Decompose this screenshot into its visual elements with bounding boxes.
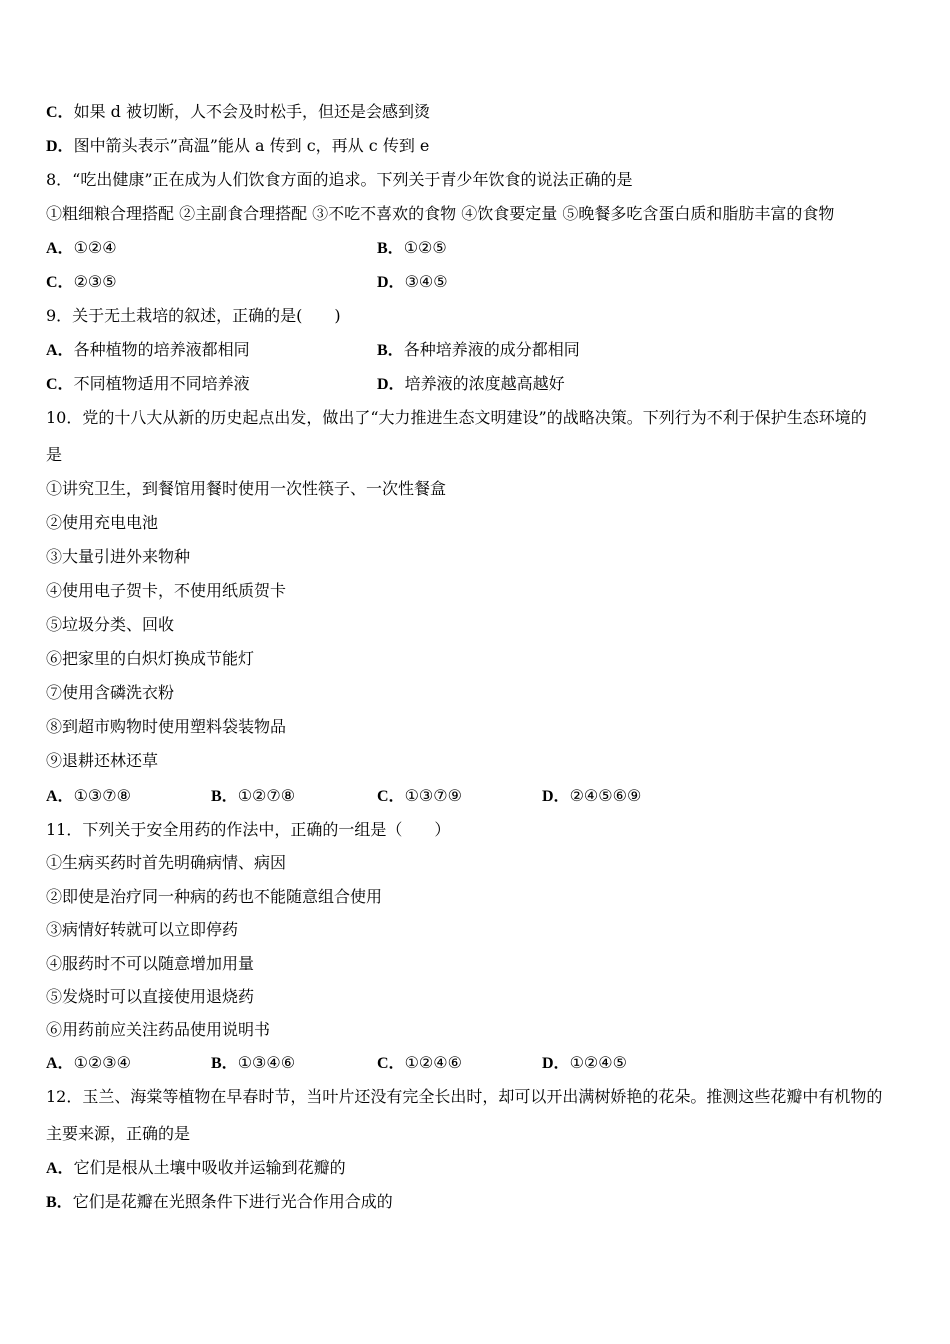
q10-option-c	[377, 786, 462, 807]
option-text: ①②③④	[73, 1053, 131, 1072]
option-label: D．	[46, 138, 74, 155]
q10-option-b	[211, 786, 295, 807]
option-text: ②④⑤⑥⑨	[569, 786, 642, 805]
option-text: ①③④⑥	[237, 1053, 296, 1072]
q9-option-b	[377, 340, 580, 361]
option-label: A．	[46, 342, 74, 359]
q10-option-a	[46, 786, 131, 807]
q10-option-d	[542, 786, 641, 807]
q10-item: ⑧到超市购物时使用塑料袋装物品	[46, 717, 287, 736]
q8-items: ①粗细粮合理搭配 ②主副食合理搭配 ③不吃不喜欢的食物 ④饮食要定量 ⑤晚餐多吃含蛋白质和脂肪丰富的食物	[46, 204, 835, 223]
option-text: ①③⑦⑨	[404, 786, 462, 805]
q11-option-b	[211, 1053, 295, 1074]
q11-item: ①生病买药时首先明确病情、病因	[46, 853, 287, 872]
option-label: B．	[46, 1194, 73, 1211]
q10-stem-line2: 是	[46, 445, 63, 464]
q11-item: ②即使是治疗同一种病的药也不能随意组合使用	[46, 887, 383, 906]
option-label: C．	[377, 788, 405, 805]
option-label: A．	[46, 1055, 74, 1072]
q7-option-c	[46, 102, 430, 123]
option-text: 培养液的浓度越高越好	[404, 374, 565, 393]
option-label: A．	[46, 240, 74, 257]
option-label: C．	[46, 376, 74, 393]
q10-item: ⑥把家里的白炽灯换成节能灯	[46, 649, 255, 668]
option-text: 各种植物的培养液都相同	[73, 340, 250, 359]
option-text: ①②⑦⑧	[237, 786, 296, 805]
q9-option-d	[377, 374, 565, 395]
q7-option-d	[46, 136, 429, 157]
option-text: 如果 d 被切断，人不会及时松手，但还是会感到烫	[73, 102, 430, 121]
q12-stem-line2: 主要来源，正确的是	[46, 1124, 191, 1143]
option-text: 图中箭头表示”高温”能从 a 传到 c，再从 c 传到 e	[73, 136, 430, 155]
q8-option-a	[46, 238, 117, 259]
q11-item: ⑥用药前应关注药品使用说明书	[46, 1020, 271, 1039]
q10-item: ④使用电子贺卡，不使用纸质贺卡	[46, 581, 287, 600]
q10-item: ①讲究卫生，到餐馆用餐时使用一次性筷子、一次性餐盒	[46, 479, 447, 498]
q11-option-c	[377, 1053, 462, 1074]
option-label: D．	[542, 1055, 570, 1072]
option-text: ②③⑤	[73, 272, 117, 291]
option-label: C．	[46, 104, 74, 121]
q10-item: ②使用充电电池	[46, 513, 159, 532]
q10-item: ⑤垃圾分类、回收	[46, 615, 175, 634]
option-text: 它们是花瓣在光照条件下进行光合作用合成的	[72, 1192, 393, 1211]
q8-option-b	[377, 238, 447, 259]
q11-item: ④服药时不可以随意增加用量	[46, 954, 255, 973]
q12-option-b	[46, 1192, 393, 1213]
q11-option-d	[542, 1053, 627, 1074]
q12-option-a	[46, 1158, 346, 1179]
option-text: ①②④⑥	[404, 1053, 462, 1072]
q11-item: ③病情好转就可以立即停药	[46, 920, 239, 939]
q10-item: ⑦使用含磷洗衣粉	[46, 683, 175, 702]
q9-option-c	[46, 374, 250, 395]
option-label: A．	[46, 1160, 74, 1177]
q10-item: ⑨退耕还林还草	[46, 751, 159, 770]
option-text: ①③⑦⑧	[73, 786, 131, 805]
option-label: B．	[211, 788, 238, 805]
option-label: B．	[377, 240, 404, 257]
option-text: ①②④	[73, 238, 117, 257]
option-text: ③④⑤	[404, 272, 448, 291]
q9-option-a	[46, 340, 250, 361]
option-label: C．	[46, 274, 74, 291]
option-label: D．	[377, 376, 405, 393]
q12-stem-line1: 12．玉兰、海棠等植物在早春时节，当叶片还没有完全长出时，却可以开出满树娇艳的花朵。推测这些花瓣中有机物的	[46, 1087, 883, 1106]
q11-option-a	[46, 1053, 131, 1074]
option-label: D．	[542, 788, 570, 805]
option-text: 不同植物适用不同培养液	[73, 374, 250, 393]
q9-stem: 9．关于无土栽培的叙述，正确的是( )	[46, 306, 341, 325]
q10-stem-line1: 10．党的十八大从新的历史起点出发，做出了“大力推进生态文明建设”的战略决策。下列行为不利于保护生态环境的	[46, 408, 867, 427]
option-label: A．	[46, 788, 74, 805]
option-text: 它们是根从土壤中吸收并运输到花瓣的	[73, 1158, 346, 1177]
q10-item: ③大量引进外来物种	[46, 547, 191, 566]
q8-stem: 8．“吃出健康”正在成为人们饮食方面的追求。下列关于青少年饮食的说法正确的是	[46, 170, 633, 189]
option-label: B．	[211, 1055, 238, 1072]
option-label: D．	[377, 274, 405, 291]
q8-option-c	[46, 272, 117, 293]
option-label: B．	[377, 342, 404, 359]
option-text: 各种培养液的成分都相同	[403, 340, 580, 359]
q11-stem: 11．下列关于安全用药的作法中，正确的一组是（ ）	[46, 820, 451, 839]
option-label: C．	[377, 1055, 405, 1072]
option-text: ①②④⑤	[569, 1053, 627, 1072]
q8-option-d	[377, 272, 448, 293]
q11-item: ⑤发烧时可以直接使用退烧药	[46, 987, 255, 1006]
option-text: ①②⑤	[403, 238, 447, 257]
